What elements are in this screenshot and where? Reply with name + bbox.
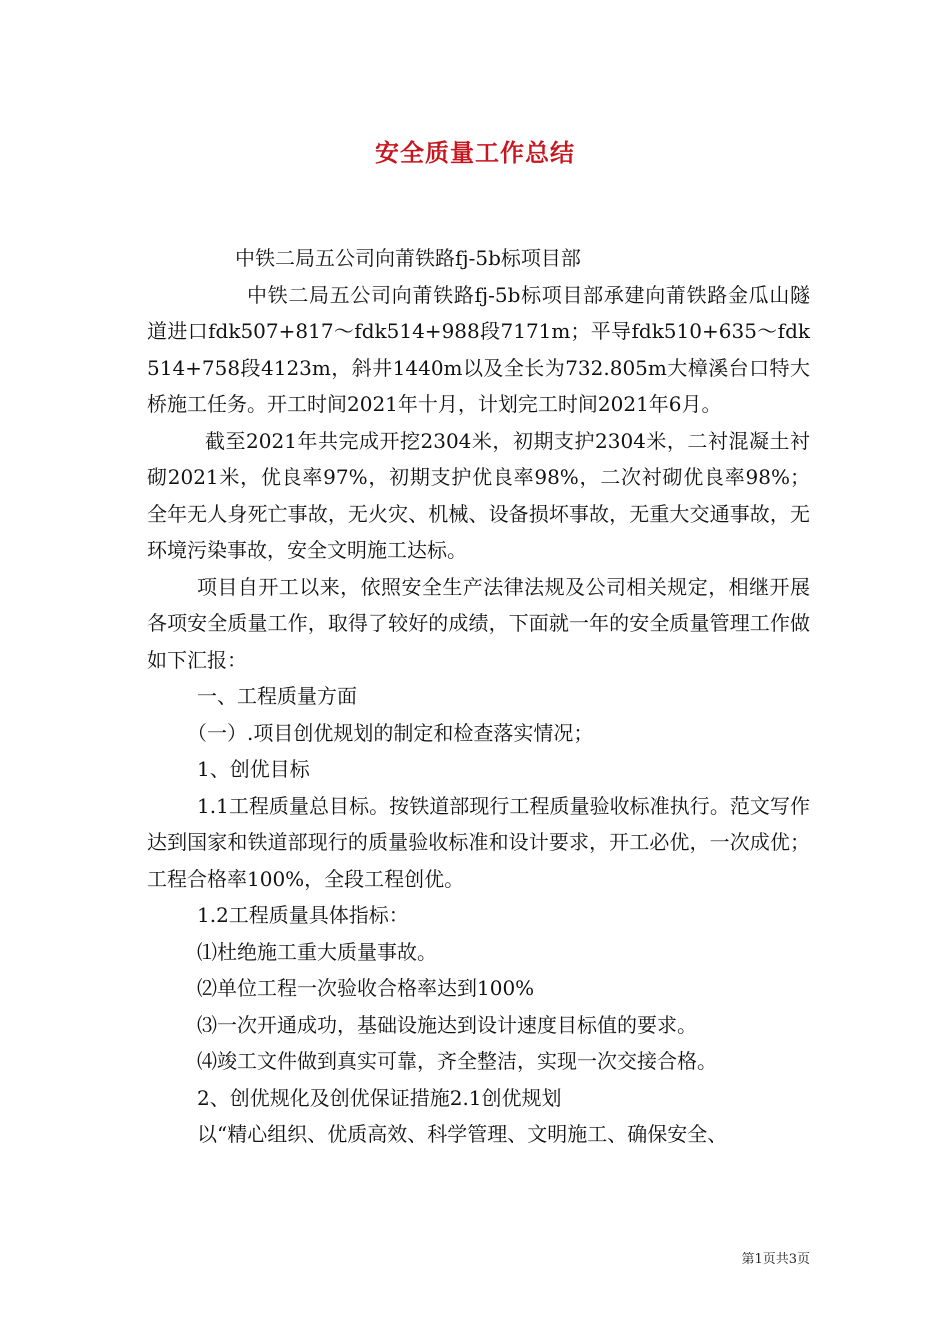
document-body bbox=[147, 240, 810, 1153]
paragraph: 中铁二局五公司向莆铁路fj-5b标项目部承建向莆铁路金瓜山隧道进口fdk507+817～fdk514+988段7171m；平导fdk510+635～fdk514+758段4123m，斜井1440m以及全长为732.805m大樟溪台口特大桥施工任务。开工时间2021年十月，计划完工时间2021年6月。 bbox=[147, 282, 810, 416]
paragraph: 2、创优规化及创优保证措施2.1创优规划 bbox=[197, 1085, 562, 1110]
page-footer: 第1页共3页 bbox=[741, 1252, 810, 1267]
paragraph: 一、工程质量方面 bbox=[197, 684, 357, 708]
paragraph: ⑷竣工文件做到真实可靠，齐全整洁，实现一次交接合格。 bbox=[197, 1049, 717, 1073]
paragraph: 1、创优目标 bbox=[197, 757, 310, 781]
paragraph: ⑴杜绝施工重大质量事故。 bbox=[197, 939, 437, 964]
paragraph: 截至2021年共完成开挖2304米，初期支护2304米，二衬混凝土衬砌2021米，优良率97%，初期支护优良率98%，二次衬砌优良率98%；全年无人身死亡事故，无火灾、机械、设备损坏事故，无重大交通事故，无环境污染事故，安全文明施工达标。 bbox=[147, 428, 810, 562]
paragraph: ⑶一次开通成功，基础设施达到设计速度目标值的要求。 bbox=[197, 1012, 697, 1037]
page-title: 安全质量工作总结 bbox=[375, 139, 575, 167]
paragraph: 1.1工程质量总目标。按铁道部现行工程质量验收标准执行。范文写作达到国家和铁道部现行的质量验收标准和设计要求，开工必优，一次成优；工程合格率100%，全段工程创优。 bbox=[147, 793, 810, 891]
paragraph: ⑵单位工程一次验收合格率达到100% bbox=[197, 976, 535, 1000]
paragraph: 中铁二局五公司向莆铁路fj-5b标项目部 bbox=[235, 246, 581, 270]
paragraph: 1.2工程质量具体指标： bbox=[197, 903, 409, 927]
paragraph: 项目自开工以来，依照安全生产法律法规及公司相关规定，相继开展各项安全质量工作，取得了较好的成绩，下面就一年的安全质量管理工作做如下汇报： bbox=[147, 574, 810, 672]
paragraph: 以“精心组织、优质高效、科学管理、文明施工、确保安全、 bbox=[197, 1122, 728, 1146]
paragraph: （一）.项目创优规划的制定和检查落实情况； bbox=[187, 720, 594, 745]
